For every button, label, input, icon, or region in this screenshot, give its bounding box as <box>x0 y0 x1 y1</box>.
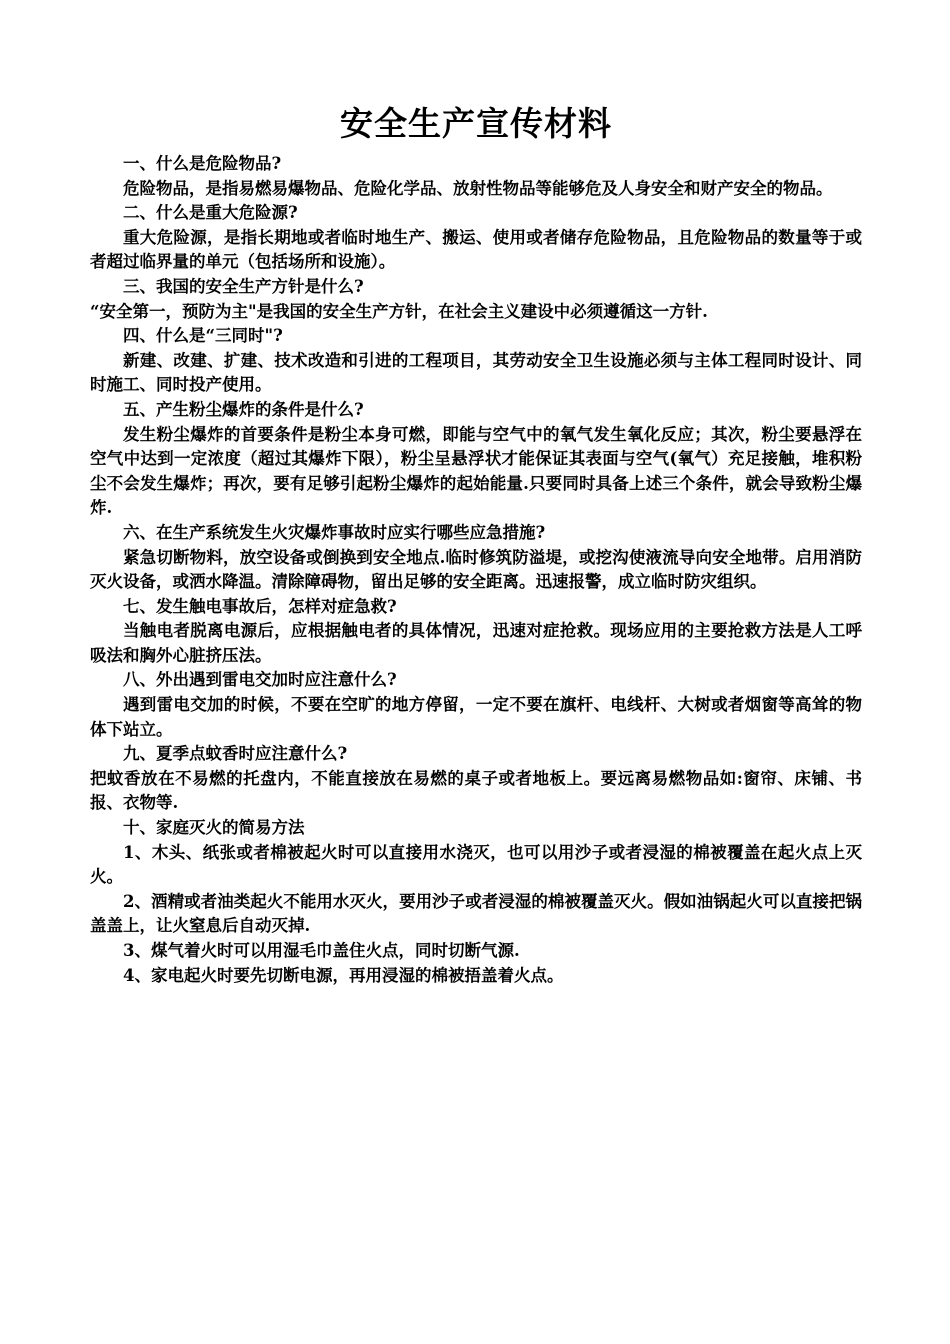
section-question-9: 九、夏季点蚊香时应注意什么? <box>123 744 348 764</box>
section-question-1: 一、什么是危险物品? <box>123 154 282 173</box>
document-page <box>90 96 862 988</box>
section-answer-2: 重大危险源，是指长期地或者临时地生产、搬运、使用或者储存危险物品，且危险物品的数量等于或者超过临界量的单元（包括场所和设施）。 <box>90 227 862 272</box>
document-title: 安全生产宣传材料 <box>340 104 612 143</box>
section-answer-9: 把蚊香放在不易燃的托盘内，不能直接放在易燃的桌子或者地板上。要远离易燃物品如:窗帘、床铺、书报、衣物等. <box>90 768 862 813</box>
section-question-6: 六、在生产系统发生火灾爆炸事故时应实行哪些应急措施? <box>123 522 546 542</box>
section-answer-7: 当触电者脱离电源后，应根据触电者的具体情况，迅速对症抢救。现场应用的主要抢救方法是人工呼吸法和胸外心脏挤压法。 <box>90 621 862 665</box>
section-question-4: 四、什么是“三同时"? <box>123 326 283 346</box>
section-answer-5: 发生粉尘爆炸的首要条件是粉尘本身可燃，即能与空气中的氧气发生氧化反应；其次，粉尘要悬浮在空气中达到一定浓度（超过其爆炸下限），粉尘呈悬浮状才能保证其表面与空气(氧气）充足接触，堆积粉尘不会发生爆炸；再次，要有足够引起粉尘爆炸的起始能量.只要同时具备上述三个条件，就会导致粉尘爆炸. <box>90 424 862 518</box>
section-answer-4: 新建、改建、扩建、技术改造和引进的工程项目，其劳动安全卫生设施必须与主体工程同时设计、同时施工、同时投产使用。 <box>90 350 862 395</box>
fire-method-item-3: 3、煤气着火时可以用湿毛巾盖住火点，同时切断气源. <box>123 941 520 960</box>
fire-method-item-1: 1、木头、纸张或者棉被起火时可以直接用水浇灭，也可以用沙子或者浸湿的棉被覆盖在起火点上灭火。 <box>90 842 862 887</box>
fire-method-item-4: 4、家电起火时要先切断电源，再用浸湿的棉被捂盖着火点。 <box>123 965 564 985</box>
section-question-5: 五、产生粉尘爆炸的条件是什么? <box>123 399 364 419</box>
fire-method-item-2: 2、酒精或者油类起火不能用水灭火，要用沙子或者浸湿的棉被覆盖灭火。假如油锅起火可以直接把锅盖盖上，让火窒息后自动灭掉. <box>90 891 862 936</box>
section-answer-6: 紧急切断物料，放空设备或倒换到安全地点.临时修筑防溢堤，或挖沟使液流导向安全地带。启用消防灭火设备，或洒水降温。清除障碍物，留出足够的安全距离。迅速报警，成立临时防灾组织。 <box>90 547 862 592</box>
section-answer-1: 危险物品，是指易燃易爆物品、危险化学品、放射性物品等能够危及人身安全和财产安全的物品。 <box>123 178 833 198</box>
section-question-3: 三、我国的安全生产方针是什么? <box>123 276 364 296</box>
section-answer-8: 遇到雷电交加的时候，不要在空旷的地方停留，一定不要在旗杆、电线杆、大树或者烟窗等高耸的物体下站立。 <box>90 695 862 739</box>
section-question-7: 七、发生触电事故后，怎样对症急救? <box>123 596 397 616</box>
section-question-2: 二、什么是重大危险源? <box>123 203 298 223</box>
section-answer-3: “安全第一，预防为主"是我国的安全生产方针，在社会主义建设中必须遵循这一方针. <box>90 301 708 321</box>
section-question-10: 十、家庭灭火的简易方法 <box>123 818 305 838</box>
section-question-8: 八、外出遇到雷电交加时应注意什么? <box>123 670 397 690</box>
